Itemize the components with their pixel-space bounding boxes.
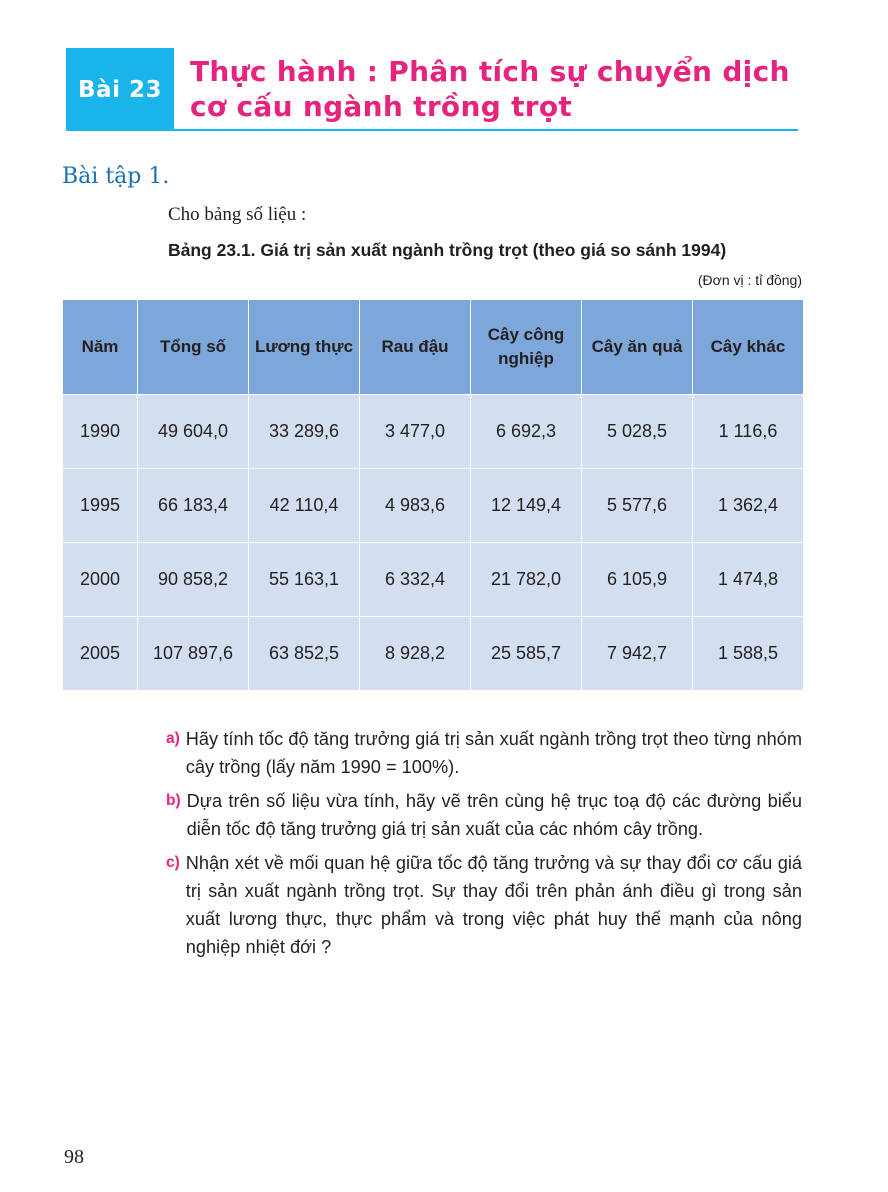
header-cell-total: Tổng số — [138, 300, 249, 395]
table-cell: 21 782,0 — [471, 543, 582, 617]
exercise-heading: Bài tập 1. — [62, 164, 170, 189]
table-row — [63, 617, 804, 691]
header-cell-vegetables: Rau đậu — [360, 300, 471, 395]
header-cell-year: Năm — [63, 300, 138, 395]
table-cell: 25 585,7 — [471, 617, 582, 691]
question-b — [166, 787, 802, 843]
table-cell: 107 897,6 — [138, 617, 249, 691]
table-cell: 6 105,9 — [582, 543, 693, 617]
table-cell: 2000 — [63, 543, 138, 617]
table-cell: 33 289,6 — [249, 395, 360, 469]
table-row — [63, 543, 804, 617]
table-cell: 12 149,4 — [471, 469, 582, 543]
table-cell: 5 028,5 — [582, 395, 693, 469]
table-cell: 63 852,5 — [249, 617, 360, 691]
lesson-title-line-1: Thực hành : Phân tích sự chuyển dịch — [190, 55, 790, 88]
table-cell: 1 116,6 — [693, 395, 804, 469]
page-number: 98 — [64, 1146, 84, 1168]
table-cell: 55 163,1 — [249, 543, 360, 617]
table-cell: 5 577,6 — [582, 469, 693, 543]
question-label: a) — [166, 730, 180, 747]
lesson-badge: Bài 23 — [66, 48, 174, 131]
question-text: Nhận xét về mối quan hệ giữa tốc độ tăng trưởng và sự thay đổi cơ cấu giá trị sản xuất ngành trồng trọt. Sự thay đổi trên phản ánh điều gì trong sản xuất lương thực, thực phẩm và trong việc phát huy thế mạnh của nông nghiệp nhiệt đới ? — [185, 853, 802, 957]
table-cell: 4 983,6 — [360, 469, 471, 543]
table-cell: 1995 — [63, 469, 138, 543]
table-cell: 1990 — [63, 395, 138, 469]
exercise-intro: Cho bảng số liệu : — [168, 204, 307, 225]
header-cell-food-crops: Lương thực — [249, 300, 360, 395]
unit-note: (Đơn vị : tỉ đồng) — [697, 272, 802, 288]
table-cell: 49 604,0 — [138, 395, 249, 469]
table-row — [63, 395, 804, 469]
table-row — [63, 469, 804, 543]
header-cell-fruit-trees: Cây ăn quả — [582, 300, 693, 395]
table-header-row — [63, 300, 804, 395]
table-cell: 42 110,4 — [249, 469, 360, 543]
table-cell: 1 474,8 — [693, 543, 804, 617]
table-cell: 90 858,2 — [138, 543, 249, 617]
question-list — [166, 725, 802, 967]
question-text: Hãy tính tốc độ tăng trưởng giá trị sản xuất ngành trồng trọt theo từng nhóm cây trồng (lấy năm 1990 = 100%). — [185, 729, 802, 777]
question-label: b) — [166, 792, 181, 809]
lesson-title-line-2: cơ cấu ngành trồng trọt — [190, 90, 573, 123]
question-text: Dựa trên số liệu vừa tính, hãy vẽ trên cùng hệ trục toạ độ các đường biểu diễn tốc độ tăng trưởng giá trị sản xuất của các nhóm cây trồng. — [186, 791, 802, 839]
table-caption: Bảng 23.1. Giá trị sản xuất ngành trồng trọt (theo giá so sánh 1994) — [168, 240, 727, 260]
header-cell-industrial-crops: Cây công nghiệp — [471, 300, 582, 395]
question-c — [166, 849, 802, 961]
table-cell: 7 942,7 — [582, 617, 693, 691]
table-cell: 1 588,5 — [693, 617, 804, 691]
table-cell: 2005 — [63, 617, 138, 691]
table-cell: 3 477,0 — [360, 395, 471, 469]
title-underline — [174, 129, 798, 131]
table-cell: 6 692,3 — [471, 395, 582, 469]
table-cell: 66 183,4 — [138, 469, 249, 543]
question-label: c) — [166, 854, 180, 871]
table-cell: 1 362,4 — [693, 469, 804, 543]
data-table — [62, 299, 804, 691]
lesson-title — [190, 54, 790, 124]
table-cell: 6 332,4 — [360, 543, 471, 617]
question-a — [166, 725, 802, 781]
table-cell: 8 928,2 — [360, 617, 471, 691]
header-cell-other-crops: Cây khác — [693, 300, 804, 395]
